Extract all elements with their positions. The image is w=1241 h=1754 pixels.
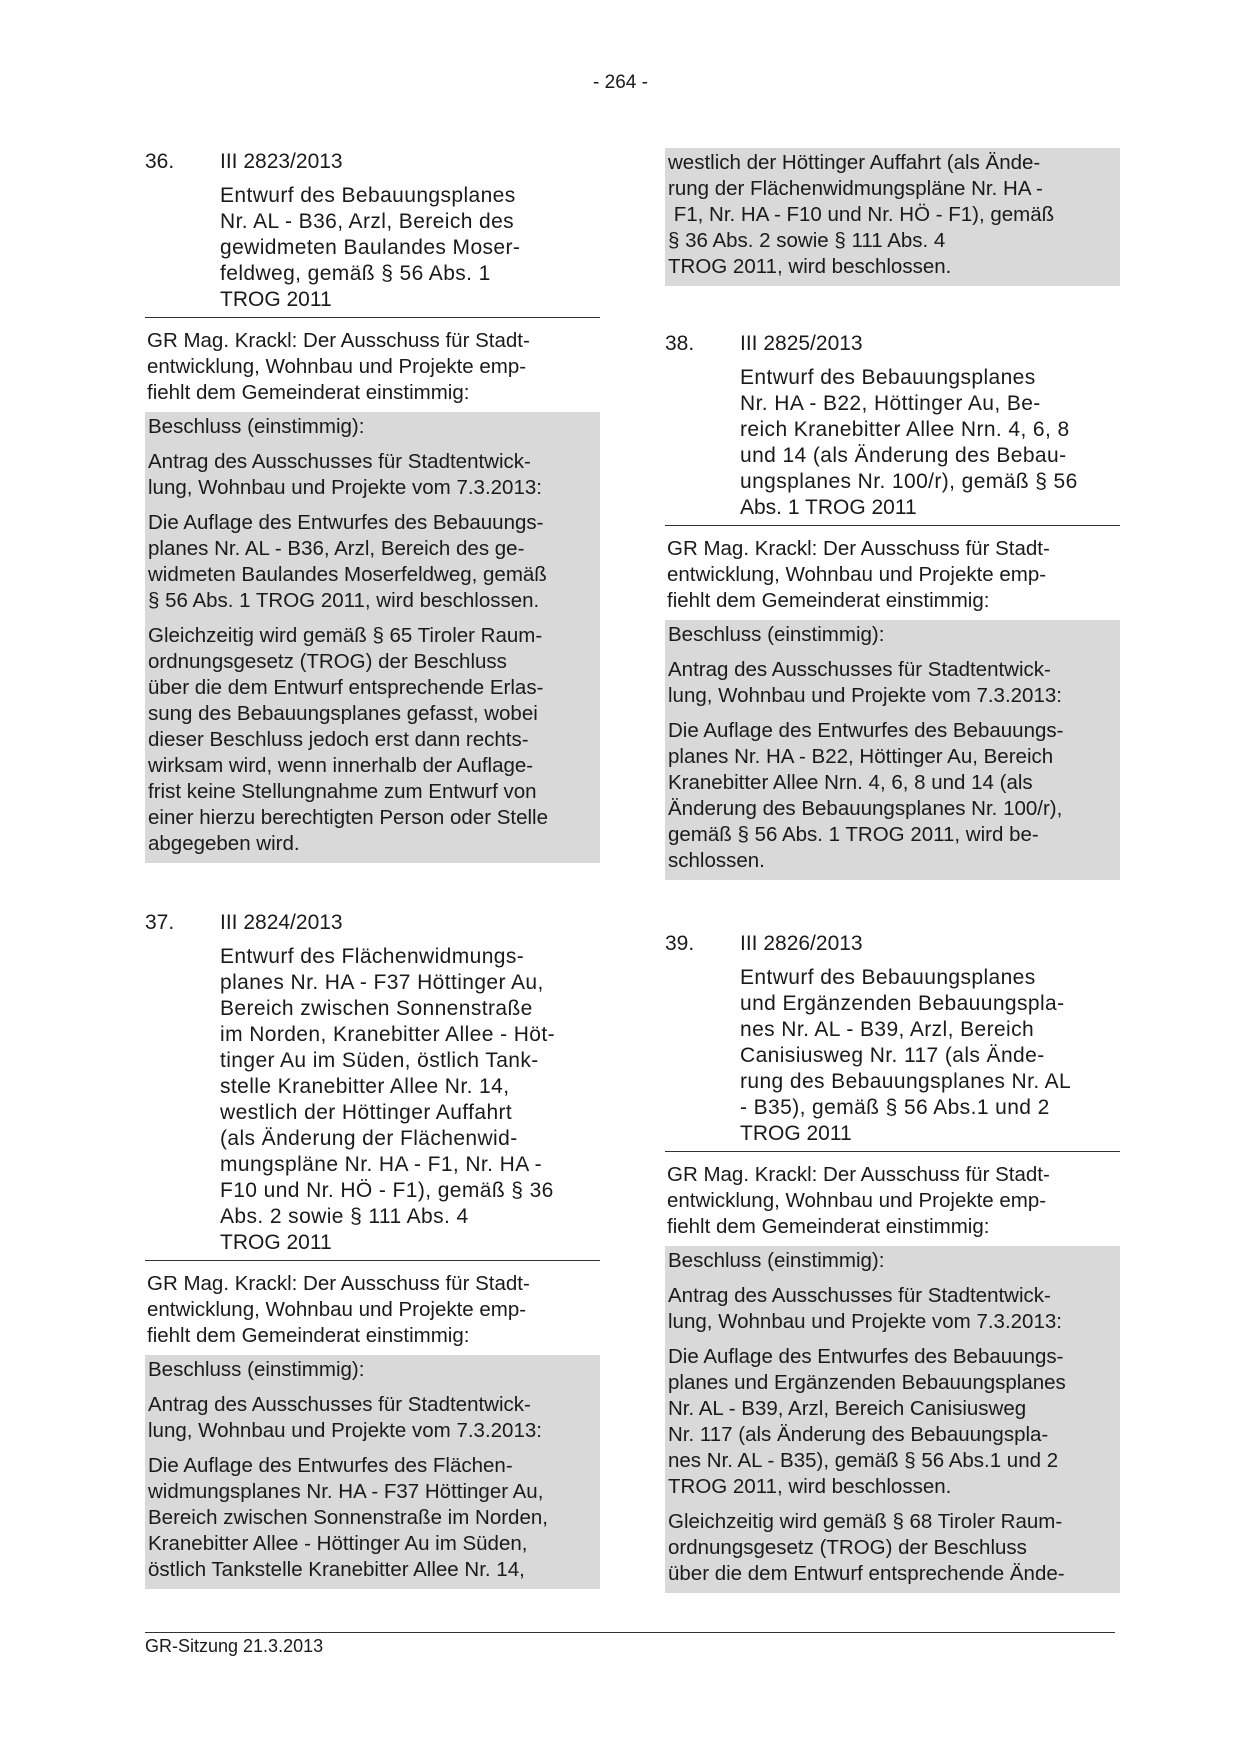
text-line: widmungsplanes Nr. HA - F37 Höttinger Au, xyxy=(148,1480,544,1503)
item-number: 37. xyxy=(145,911,175,934)
item-number: 38. xyxy=(665,332,695,355)
title-line: und Ergänzenden Bebauungspla- xyxy=(740,992,1065,1015)
agenda-item-37 xyxy=(145,909,600,1589)
title-line: TROG 2011 xyxy=(220,288,332,311)
text-line: widmeten Baulandes Moserfeldweg, gemäß xyxy=(148,563,547,586)
title-line: westlich der Höttinger Auffahrt xyxy=(220,1101,513,1124)
text-line: über die dem Entwurf entsprechende Ände- xyxy=(668,1562,1065,1585)
title-line: stelle Kranebitter Allee Nr. 14, xyxy=(220,1075,510,1098)
title-line: (als Änderung der Flächenwid- xyxy=(220,1127,518,1150)
item-title xyxy=(145,183,600,313)
text-line: planes Nr. HA - B22, Höttinger Au, Bereich xyxy=(668,745,1054,768)
text-line: Änderung des Bebauungsplanes Nr. 100/r), xyxy=(668,797,1063,820)
title-line: F10 und Nr. HÖ - F1), gemäß § 36 xyxy=(220,1179,554,1202)
text-line: abgegeben wird. xyxy=(148,832,300,855)
item-header xyxy=(665,930,1120,957)
text-line: über die dem Entwurf entsprechende Erlas- xyxy=(148,676,544,699)
resolution-heading: Beschluss (einstimmig): xyxy=(668,623,885,646)
resolution-text xyxy=(668,1344,1117,1500)
title-line: TROG 2011 xyxy=(740,1122,852,1145)
text-line: entwicklung, Wohnbau und Projekte emp- xyxy=(667,563,1047,586)
resolution-text xyxy=(148,1453,597,1583)
committee-recommendation xyxy=(145,318,600,406)
title-line: mungspläne Nr. HA - F1, Nr. HA - xyxy=(220,1153,543,1176)
committee-recommendation xyxy=(145,1261,600,1349)
title-line: reich Kranebitter Allee Nrn. 4, 6, 8 xyxy=(740,418,1070,441)
title-line: tinger Au im Süden, östlich Tank- xyxy=(220,1049,539,1072)
agenda-item-38 xyxy=(665,330,1120,880)
title-line: Nr. HA - B22, Höttinger Au, Be- xyxy=(740,392,1041,415)
resolution-heading: Beschluss (einstimmig): xyxy=(148,415,365,438)
title-line: Entwurf des Flächenwidmungs- xyxy=(220,945,525,968)
item-reference: III 2826/2013 xyxy=(740,932,863,955)
title-line: planes Nr. HA - F37 Höttinger Au, xyxy=(220,971,544,994)
text-line: § 36 Abs. 2 sowie § 111 Abs. 4 xyxy=(668,229,946,252)
text-line: Kranebitter Allee Nrn. 4, 6, 8 und 14 (als xyxy=(668,771,1033,794)
item-number: 39. xyxy=(665,932,695,955)
item-reference: III 2823/2013 xyxy=(220,150,343,173)
item-reference: III 2824/2013 xyxy=(220,911,343,934)
page-number: - 264 - xyxy=(593,72,648,93)
text-line: ordnungsgesetz (TROG) der Beschluss xyxy=(148,650,507,673)
resolution-box xyxy=(145,412,600,863)
text-line: Nr. AL - B39, Arzl, Bereich Canisiusweg xyxy=(668,1397,1027,1420)
text-line: Gleichzeitig wird gemäß § 65 Tiroler Raum- xyxy=(148,624,543,647)
text-line: fiehlt dem Gemeinderat einstimmig: xyxy=(147,1324,470,1347)
resolution-box xyxy=(145,1355,600,1589)
text-line: sung des Bebauungsplanes gefasst, wobei xyxy=(148,702,538,725)
text-line: § 56 Abs. 1 TROG 2011, wird beschlossen. xyxy=(148,589,540,612)
item-reference: III 2825/2013 xyxy=(740,332,863,355)
motion-text xyxy=(148,449,597,501)
footer-session-date: GR-Sitzung 21.3.2013 xyxy=(145,1636,324,1656)
text-line: Die Auflage des Entwurfes des Bebauungs- xyxy=(668,1345,1064,1368)
title-line: TROG 2011 xyxy=(220,1231,332,1254)
text-line: GR Mag. Krackl: Der Ausschuss für Stadt- xyxy=(147,329,530,352)
title-line: und 14 (als Änderung des Bebau- xyxy=(740,444,1067,467)
text-line: TROG 2011, wird beschlossen. xyxy=(668,1475,952,1498)
item-number: 36. xyxy=(145,150,175,173)
text-line: fiehlt dem Gemeinderat einstimmig: xyxy=(667,589,990,612)
motion-text xyxy=(148,1392,597,1444)
text-line: GR Mag. Krackl: Der Ausschuss für Stadt- xyxy=(667,1163,1050,1186)
text-line: Kranebitter Allee - Höttinger Au im Süden, xyxy=(148,1532,528,1555)
resolution-heading: Beschluss (einstimmig): xyxy=(668,1249,885,1272)
text-line: fiehlt dem Gemeinderat einstimmig: xyxy=(667,1215,990,1238)
title-line: Entwurf des Bebauungsplanes xyxy=(740,966,1036,989)
left-column xyxy=(145,148,600,1589)
title-line: feldweg, gemäß § 56 Abs. 1 xyxy=(220,262,491,285)
text-line: GR Mag. Krackl: Der Ausschuss für Stadt- xyxy=(667,537,1050,560)
item-header xyxy=(145,148,600,175)
title-line: Abs. 2 sowie § 111 Abs. 4 xyxy=(220,1205,469,1228)
text-line: Antrag des Ausschusses für Stadtentwick- xyxy=(668,1284,1051,1307)
title-line: ungsplanes Nr. 100/r), gemäß § 56 xyxy=(740,470,1078,493)
text-line: Bereich zwischen Sonnenstraße im Norden, xyxy=(148,1506,548,1529)
text-line: lung, Wohnbau und Projekte vom 7.3.2013: xyxy=(668,684,1062,707)
title-line: rung des Bebauungsplanes Nr. AL xyxy=(740,1070,1072,1093)
text-line: westlich der Höttinger Auffahrt (als Ände- xyxy=(668,151,1041,174)
title-line: Canisiusweg Nr. 117 (als Ände- xyxy=(740,1044,1045,1067)
title-line: Entwurf des Bebauungsplanes xyxy=(740,366,1036,389)
text-line: Gleichzeitig wird gemäß § 68 Tiroler Raum- xyxy=(668,1510,1063,1533)
item-header xyxy=(665,330,1120,357)
text-line: entwicklung, Wohnbau und Projekte emp- xyxy=(667,1189,1047,1212)
title-line: Entwurf des Bebauungsplanes xyxy=(220,184,516,207)
text-line: planes und Ergänzenden Bebauungsplanes xyxy=(668,1371,1066,1394)
text-line: Nr. 117 (als Änderung des Bebauungspla- xyxy=(668,1423,1049,1446)
agenda-item-36 xyxy=(145,148,600,863)
simultaneous-resolution-text xyxy=(668,1509,1117,1587)
right-column xyxy=(665,148,1120,1593)
text-line: Antrag des Ausschusses für Stadtentwick- xyxy=(668,658,1051,681)
committee-recommendation xyxy=(665,1152,1120,1240)
text-line: Die Auflage des Entwurfes des Bebauungs- xyxy=(148,511,544,534)
text-line: schlossen. xyxy=(668,849,765,872)
text-line: Die Auflage des Entwurfes des Bebauungs- xyxy=(668,719,1064,742)
text-line: planes Nr. AL - B36, Arzl, Bereich des ge- xyxy=(148,537,525,560)
text-line: dieser Beschluss jedoch erst dann rechts- xyxy=(148,728,529,751)
title-line: - B35), gemäß § 56 Abs.1 und 2 xyxy=(740,1096,1050,1119)
text-line: gemäß § 56 Abs. 1 TROG 2011, wird be- xyxy=(668,823,1039,846)
title-line: gewidmeten Baulandes Moser- xyxy=(220,236,521,259)
text-line: lung, Wohnbau und Projekte vom 7.3.2013: xyxy=(148,476,542,499)
text-line: Antrag des Ausschusses für Stadtentwick- xyxy=(148,450,531,473)
text-line: TROG 2011, wird beschlossen. xyxy=(668,255,952,278)
text-line: lung, Wohnbau und Projekte vom 7.3.2013: xyxy=(148,1419,542,1442)
resolution-text xyxy=(668,718,1117,874)
title-line: Nr. AL - B36, Arzl, Bereich des xyxy=(220,210,515,233)
continued-resolution-box xyxy=(665,148,1120,286)
committee-recommendation xyxy=(665,526,1120,614)
title-line: im Norden, Kranebitter Allee - Höt- xyxy=(220,1023,555,1046)
item-title xyxy=(145,944,600,1256)
title-line: Bereich zwischen Sonnenstraße xyxy=(220,997,533,1020)
text-line: Antrag des Ausschusses für Stadtentwick- xyxy=(148,1393,531,1416)
agenda-item-39 xyxy=(665,930,1120,1593)
text-line: fiehlt dem Gemeinderat einstimmig: xyxy=(147,381,470,404)
text-line: lung, Wohnbau und Projekte vom 7.3.2013: xyxy=(668,1310,1062,1333)
text-line: GR Mag. Krackl: Der Ausschuss für Stadt- xyxy=(147,1272,530,1295)
text-line: frist keine Stellungnahme zum Entwurf von xyxy=(148,780,537,803)
text-line: einer hierzu berechtigten Person oder Stelle xyxy=(148,806,548,829)
item-title xyxy=(665,365,1120,521)
text-line: entwicklung, Wohnbau und Projekte emp- xyxy=(147,1298,527,1321)
text-line: F1, Nr. HA - F10 und Nr. HÖ - F1), gemäß xyxy=(668,203,1055,226)
motion-text xyxy=(668,657,1117,709)
text-line: Die Auflage des Entwurfes des Flächen- xyxy=(148,1454,513,1477)
footer-divider xyxy=(145,1632,1115,1633)
text-line: rung der Flächenwidmungspläne Nr. HA - xyxy=(668,177,1043,200)
text-line: östlich Tankstelle Kranebitter Allee Nr. 14, xyxy=(148,1558,525,1581)
title-line: Abs. 1 TROG 2011 xyxy=(740,496,917,519)
resolution-box xyxy=(665,620,1120,880)
title-line: nes Nr. AL - B39, Arzl, Bereich xyxy=(740,1018,1035,1041)
text-line: ordnungsgesetz (TROG) der Beschluss xyxy=(668,1536,1027,1559)
resolution-heading: Beschluss (einstimmig): xyxy=(148,1358,365,1381)
text-line: nes Nr. AL - B35), gemäß § 56 Abs.1 und 2 xyxy=(668,1449,1059,1472)
item-header xyxy=(145,909,600,936)
item-title xyxy=(665,965,1120,1147)
resolution-text xyxy=(148,510,597,614)
motion-text xyxy=(668,1283,1117,1335)
text-line: entwicklung, Wohnbau und Projekte emp- xyxy=(147,355,527,378)
text-line: wirksam wird, wenn innerhalb der Auflage- xyxy=(148,754,534,777)
resolution-box xyxy=(665,1246,1120,1593)
simultaneous-resolution-text xyxy=(148,623,597,857)
